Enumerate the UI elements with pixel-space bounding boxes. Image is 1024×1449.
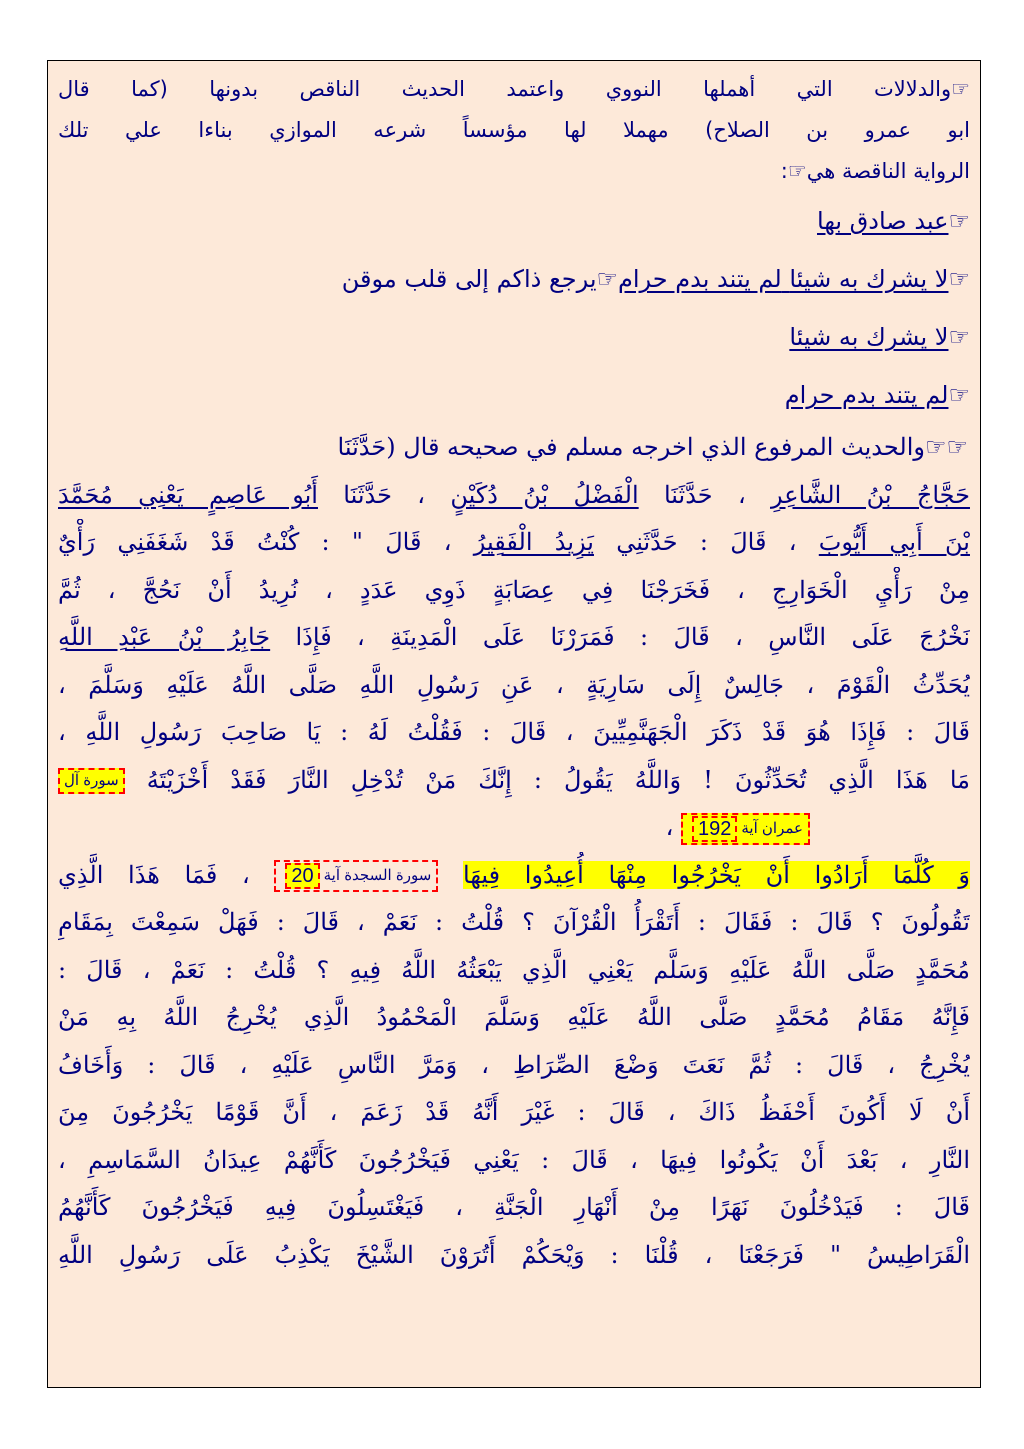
hand-pointer-icon: ☞	[787, 159, 807, 183]
bullet-text-1: عبد صادق بها	[817, 207, 949, 235]
hadith-line-13	[58, 994, 970, 1042]
narrator-ibn-abi-ayyub: بْنَ أَبِي أَيُّوبَ	[818, 528, 970, 556]
hadith-text-4: مِنْ رَأْيِ الْخَوَارِجِ ، فَخَرَجْنَا فِي عِصَابَةٍ ذَوِي عَدَدٍ ، نُرِيدُ أَنْ نَحُجَّ ، ثُمَّ	[58, 575, 970, 604]
hand-pointer-icon: ☞	[596, 265, 619, 293]
document-page	[47, 60, 981, 1388]
hadith-line-16	[58, 1137, 970, 1185]
narrator-abu-asim: أَبُو عَاصِمٍ يَعْنِي مُحَمَّدَ	[58, 480, 318, 509]
hadith-line-5	[58, 614, 970, 662]
hadith-text-13: فَإِنَّهُ مَقَامُ مُحَمَّدٍ صَلَّى اللَّهُ عَلَيْهِ وَسَلَّمَ الْمَحْمُودُ الَّذِي يُخْرِجُ اللَّهُ بِهِ مَنْ	[58, 1003, 970, 1031]
intro-line-3	[58, 151, 970, 192]
quran-ref-verse-number-sajda: 20	[285, 863, 319, 889]
hand-pointer-icon: ☞	[924, 433, 947, 461]
bullet-text-2b: لم يتند بدم حرام	[618, 265, 782, 293]
hadith-line-12	[58, 947, 970, 995]
intro-text-2: ابو عمرو بن الصلاح) مهملا لها مؤسساً شرعه الموازي بناءا علي تلك	[58, 118, 970, 142]
bullet-item-3	[58, 308, 970, 366]
hand-pointer-icon: ☞	[948, 207, 970, 235]
hadith-line-15	[58, 1089, 970, 1137]
bullet-text-4: لم يتند بدم حرام	[784, 381, 949, 409]
quran-verse-highlight: وَ كُلَّمَا أَرَادُوا أَنْ يَخْرُجُوا مِنْهَا أُعِيدُوا فِيهَا	[463, 860, 970, 889]
hadith-text-11: تَقُولُونَ ؟ قَالَ : فَقَالَ : أَتَقْرَأُ الْقُرْآنَ ؟ قُلْتُ : نَعَمْ ، قَالَ : فَهَلْ سَمِعْتَ بِمَقَامِ	[58, 908, 970, 936]
hadith-line-14	[58, 1042, 970, 1090]
hand-pointer-icon: ☞	[951, 77, 970, 101]
hadith-text-7: قَالَ : فَإِذَا هُوَ قَدْ ذَكَرَ الْجَهَنَّمِيِّينَ ، قَالَ : فَقُلْتُ لَهُ : يَا صَاحِبَ رَسُولِ اللَّهِ ،	[58, 718, 970, 746]
intro-text-1: والدلالات التي أهملها النووي واعتمد الحديث الناقص بدونها (كما قال	[58, 77, 952, 101]
hadith-text-12: مُحَمَّدٍ صَلَّى اللَّهُ عَلَيْهِ وَسَلَّم يَعْنِي الَّذِي يَبْعَثُهُ اللَّهُ فِيهِ ؟ قُلْتُ : نَعَمْ ، قَالَ :	[58, 955, 970, 984]
hadith-text-15: أَنْ لَا أَكُونَ أَحْفَظُ ذَاكَ ، قَالَ : غَيْرَ أَنَّهُ قَدْ زَعَمَ ، أَنَّ قَوْمًا يَخْرُجُونَ مِنَ	[58, 1098, 970, 1126]
bullet-text-2c: يرجع ذاكم إلى قلب موقن	[341, 265, 597, 293]
hadith-text-9: ،	[665, 813, 674, 841]
hadith-line-9	[58, 804, 970, 852]
hand-pointer-icon: ☞	[948, 381, 970, 409]
bullet-item-2	[58, 250, 970, 308]
hadith-text-17: قَالَ : فَيَدْخُلُونَ نَهَرًا مِنْ أَنْهَارِ الْجَنَّةِ ، فَيَغْتَسِلُونَ فِيهِ فَيَخْرُجُونَ كَأَنَّهُمُ	[58, 1193, 970, 1221]
hadith-line-11	[58, 899, 970, 947]
hadith-text-18: الْقَرَاطِيسُ " فَرَجَعْنَا ، قُلْنَا : وَيْحَكُمْ أَتُرَوْنَ الشَّيْخَ يَكْذِبُ عَلَى رَسُولِ اللَّهِ	[58, 1240, 970, 1269]
hadith-line-4	[58, 567, 970, 615]
hand-pointer-icon: ☞	[946, 433, 968, 461]
quran-ref-al-imran-b	[681, 813, 810, 845]
hadith-line-3	[58, 519, 970, 567]
narrator-hajjaj: حَجَّاجُ بْنُ الشَّاعِرِ	[771, 480, 970, 509]
hand-pointer-icon: ☞	[948, 265, 970, 293]
bullet-item-4	[58, 366, 970, 424]
quran-ref-al-imran-a: سورة آل	[58, 768, 125, 794]
hadith-text-3b: ، قَالَ : حَدَّثَنِي	[616, 528, 797, 556]
hadith-text-2b: ، حَدَّثَنَا	[663, 480, 746, 509]
bullet-item-1	[58, 192, 970, 250]
hadith-text-14: يُخْرِجُ ، قَالَ : ثُمَّ نَعَتَ وَضْعَ الصِّرَاطِ ، وَمَرَّ النَّاسِ عَلَيْهِ ، قَالَ : وَأَخَافُ	[58, 1050, 970, 1079]
hadith-line-10	[58, 852, 970, 900]
hadith-line-7	[58, 709, 970, 757]
hadith-text-6: يُحَدِّثُ الْقَوْمَ ، جَالِسٌ إِلَى سَارِيَةٍ ، عَنِ رَسُولِ اللَّهِ صَلَّى اللَّهُ عَلَيْهِ وَسَلَّمَ ،	[58, 670, 970, 699]
hadith-line-6	[58, 662, 970, 710]
hadith-text-5a: نَخْرُجَ عَلَى النَّاسِ ، قَالَ : فَمَرَرْنَا عَلَى الْمَدِينَةِ ، فَإِذَا	[295, 623, 970, 651]
narrator-yazid: يَزِيدُ الْفَقِيرُ	[473, 528, 594, 556]
hadith-text-10b: ، فَمَا هَذَا الَّذِي	[58, 860, 250, 889]
quran-ref-surah-sajda: سورة السجدة آية	[323, 866, 432, 884]
narrator-jabir: جَابِرُ بْنُ عَبْدِ اللَّهِ	[58, 623, 271, 651]
intro-text-3a: الرواية الناقصة هي	[806, 159, 970, 183]
hadith-text-3d: ، قَالَ " : كُنْتُ قَدْ شَغَفَنِي رَأْيٌ	[58, 528, 452, 556]
hadith-line-1	[58, 424, 970, 472]
hadith-text-1: والحديث المرفوع الذي اخرجه مسلم في صحيحه قال (حَدَّثَنَا	[337, 433, 925, 461]
quran-ref-sajda	[274, 860, 438, 892]
intro-line-2	[58, 110, 970, 151]
intro-text-3b: :	[780, 159, 788, 183]
hadith-line-8	[58, 757, 970, 805]
intro-line-1	[58, 69, 970, 110]
bullet-text-3: لا يشرك به شيئا	[789, 323, 949, 351]
hadith-line-2	[58, 472, 970, 520]
bullet-text-2a: لا يشرك به شيئا	[789, 265, 949, 293]
hadith-text-8: مَا هَذَا الَّذِي تُحَدِّثُونَ ! وَاللَّهُ يَقُولُ : إِنَّكَ مَنْ تُدْخِلِ النَّارَ فَقَدْ أَخْزَيْتَهُ	[146, 765, 970, 794]
quran-ref-verse-number: 192	[692, 816, 737, 842]
hadith-line-17	[58, 1184, 970, 1232]
quran-ref-surah: عمران آية	[741, 819, 803, 837]
hadith-text-16: النَّارِ ، بَعْدَ أَنْ يَكُونُوا فِيهَا ، قَالَ : يَعْنِي فَيَخْرُجُونَ كَأَنَّهُمْ عِيدَانُ السَّمَاسِمِ ،	[58, 1145, 970, 1174]
narrator-fadl: الْفَضْلُ بْنُ دُكَيْنٍ	[450, 480, 639, 509]
hand-pointer-icon: ☞	[948, 323, 970, 351]
hadith-text-2d: ، حَدَّثَنَا	[343, 480, 426, 509]
hadith-line-18	[58, 1232, 970, 1280]
